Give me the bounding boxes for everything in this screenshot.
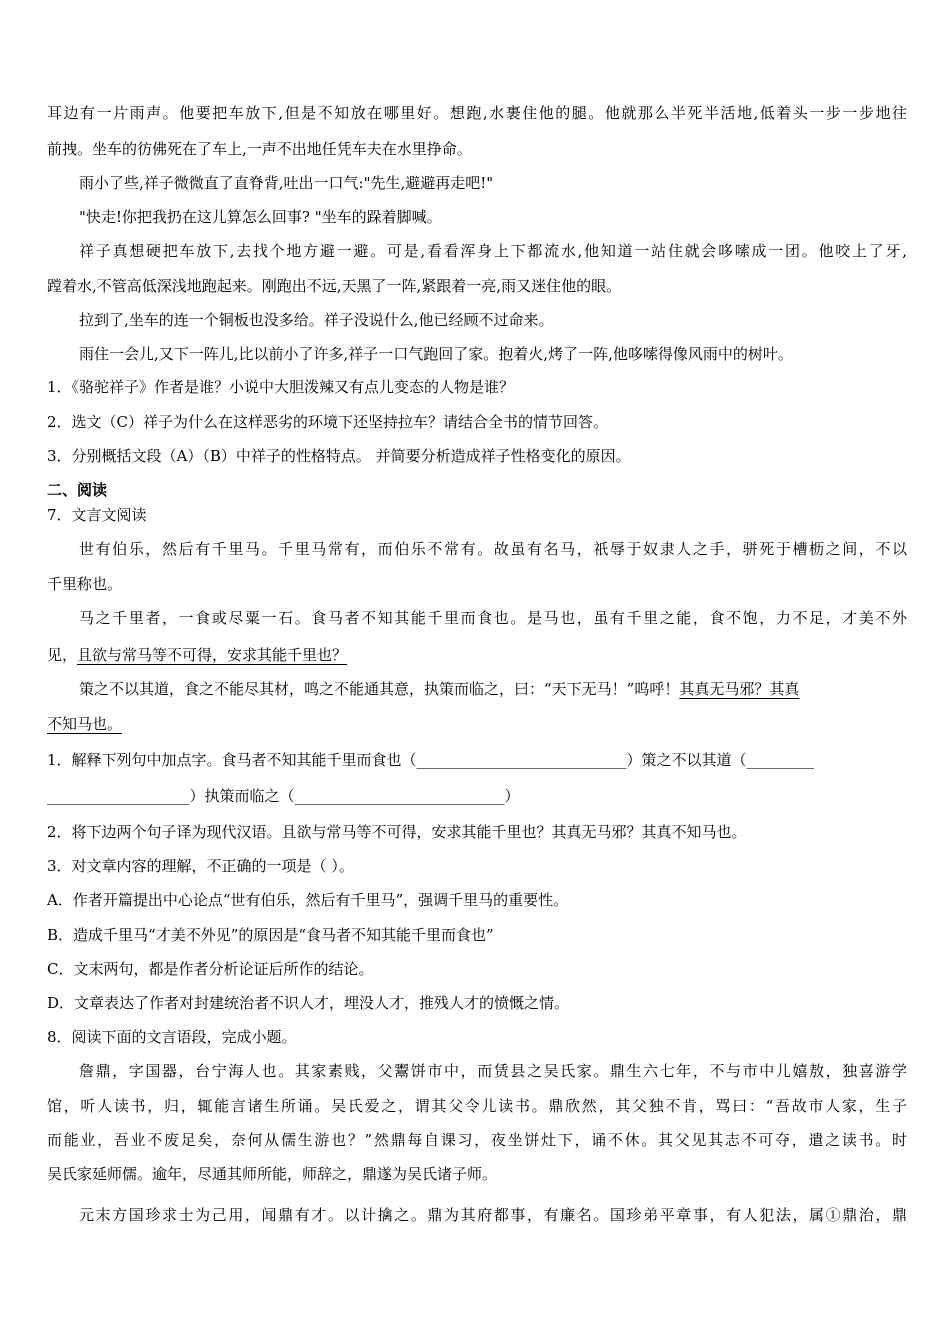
classical-text-3-line-1 [79, 679, 907, 699]
option-c: C．文末两句，都是作者分析论证后所作的结论。 [47, 960, 374, 978]
story-paragraph-6: 雨住一会儿,又下一阵儿,比以前小了许多,祥子一口气跑回了家。抱着火,烤了一阵,他哆嗦得像风雨中的树叶。 [79, 345, 793, 363]
classical-text-3-line-2 [47, 714, 907, 734]
story-paragraph-4-line-1: 祥子真想硬把车放下,去找个地方避一避。可是,看看浑身上下都流水,他知道一站住就会哆嗦成一团。他咬上了牙, [79, 242, 907, 260]
story-paragraph-4-line-2: 蹚着水,不管高低深浅地跑起来。刚跑出不远,天黑了一阵,紧跟着一亮,雨又迷住他的眼。 [47, 277, 622, 295]
story-question-2: 2．选文（C）祥子为什么在这样恶劣的环境下还坚持拉车？请结合全书的情节回答。 [47, 413, 609, 431]
classical-passage-2-line-4: 吴氏家延师儒。逾年，尽通其师所能，师辞之，鼎遂为吴氏诸子师。 [47, 1165, 498, 1183]
question-7-3: 3．对文章内容的理解，不正确的一项是（ ）。 [47, 857, 354, 875]
classical-passage-2-line-1: 詹鼎，字国器，台宁海人也。其家素贱，父鬻饼市中，而赁县之吴氏家。鼎生六七年，不与市中儿嬉敖，独喜游学 [79, 1062, 907, 1080]
classical-passage-2-line-3: 而能业，吾业不废足矣，奈何从儒生游也？”然鼎每自课习，夜坐饼灶下，诵不休。其父见其志不可夺，遣之读书。时 [47, 1131, 907, 1149]
classical-text-3-line-1-plain: 策之不以其道，食之不能尽其材，鸣之不能通其意，执策而临之，曰：“天下无马！”呜呼！ [79, 680, 680, 698]
question-7-title: 7．文言文阅读 [47, 506, 147, 524]
question-7-2: 2．将下边两个句子译为现代汉语。且欲与常马等不可得，安求其能千里也？其真无马邪？其真不知马也。 [47, 823, 747, 841]
option-d: D．文章表达了作者对封建统治者不识人才，埋没人才，推残人才的愤慨之情。 [47, 994, 570, 1012]
story-question-3: 3．分别概括文段（A）（B）中祥子的性格特点。 并简要分析造成祥子性格变化的原因。 [47, 447, 631, 465]
underlined-sentence-2-part-2: 不知马也。 [47, 715, 123, 733]
story-question-1: 1．《骆驼祥子》作者是谁？小说中大胆泼辣又有点儿变态的人物是谁？ [47, 378, 515, 396]
underlined-sentence-2-part-1: 其真无马邪？其真 [679, 680, 800, 698]
classical-text-2-line-1: 马之千里者，一食或尽粟一石。食马者不知其能千里而食也。是马也，虽有千里之能，食不饱，力不足，才美不外 [79, 609, 907, 627]
story-paragraph-1-line-2: 前拽。坐车的彷佛死在了车上,一声不出地任凭车夫在水里挣命。 [47, 140, 472, 158]
story-paragraph-1-line-1: 耳边有一片雨声。他要把车放下,但是不知放在哪里好。想跑,水裹住他的腿。他就那么半死半活地,低着头一步一步地往 [47, 104, 907, 122]
classical-passage-3-line-1: 元末方国珍求士为己用，闻鼎有才。以计擒之。鼎为其府都事，有廉名。国珍弟平章事，有人犯法，属①鼎治，鼎 [79, 1206, 907, 1224]
question-7-1-line-2: ___________________）执策而临之（____________________________） [47, 787, 520, 805]
question-8-title: 8．阅读下面的文言语段，完成小题。 [47, 1028, 297, 1046]
classical-passage-2-line-2: 馆，听人读书，归，辄能言诸生所诵。吴氏爱之，谓其父令儿读书。鼎欣然，其父独不肯，骂曰：“吾故市人家，生子 [47, 1097, 907, 1115]
underlined-sentence-1: 且欲与常马等不可得，安求其能千里也？ [77, 646, 348, 664]
question-7-1-line-1: 1．解释下列句中加点字。食马者不知其能千里而食也（____________________________）策之不以其道（_________ [47, 751, 815, 769]
story-paragraph-2: 雨小了些,祥子微微直了直脊背,吐出一口气:"先生,避避再走吧!" [79, 174, 494, 192]
classical-text-1-line-2: 千里称也。 [47, 575, 123, 593]
story-paragraph-5: 拉到了,坐车的连一个铜板也没多给。祥子没说什么,他已经顾不过命来。 [79, 311, 554, 329]
classical-text-1-line-1: 世有伯乐，然后有千里马。千里马常有，而伯乐不常有。故虽有名马，祇辱于奴隶人之手，骈死于槽枥之间，不以 [79, 540, 907, 558]
classical-text-2-line-2-plain: 见， [47, 646, 78, 664]
option-a: A．作者开篇提出中心论点“世有伯乐，然后有千里马”，强调千里马的重要性。 [47, 891, 569, 909]
option-b: B．造成千里马“才美不外见”的原因是“食马者不知其能千里而食也” [47, 926, 494, 944]
section-heading: 二、阅读 [47, 481, 108, 499]
story-paragraph-3: "快走!你把我扔在这儿算怎么回事? "坐车的跺着脚喊。 [79, 208, 442, 226]
classical-text-2-line-2 [47, 645, 907, 665]
